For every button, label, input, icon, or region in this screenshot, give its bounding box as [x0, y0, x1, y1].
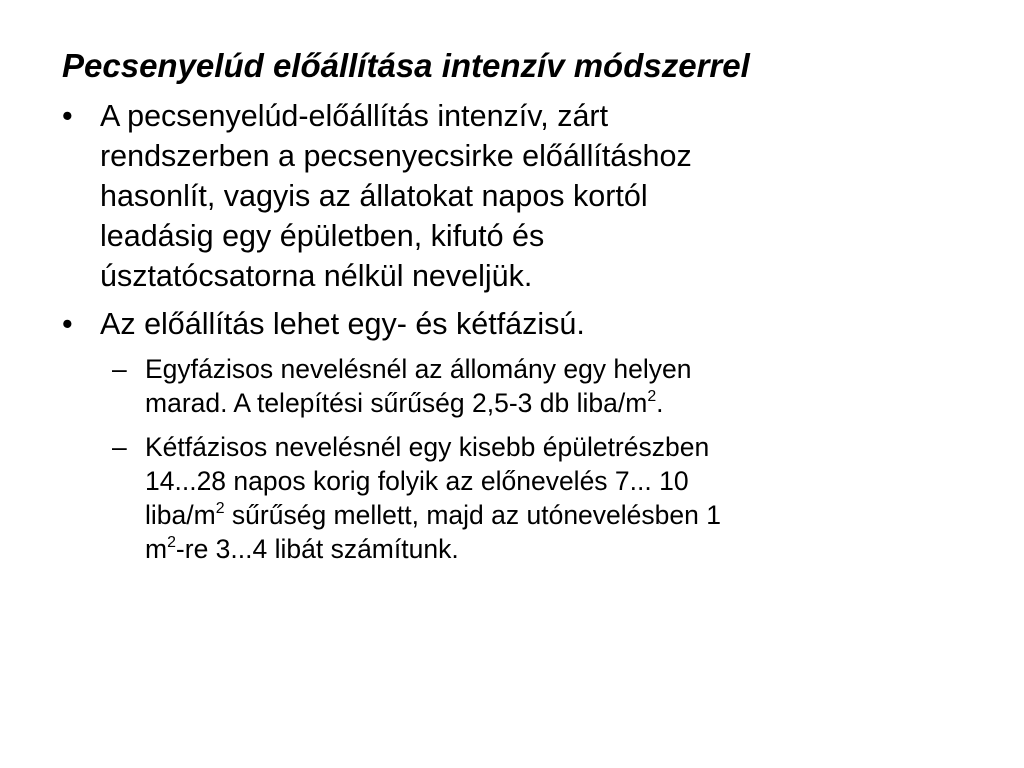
- sub-bullet-marker: –: [112, 432, 127, 462]
- bullet-line: A pecsenyelúd-előállítás intenzív, zárt: [100, 99, 609, 133]
- sub-bullet-line: [145, 386, 962, 420]
- sub-bullet-text: m: [145, 534, 168, 564]
- bullet-item: [62, 304, 962, 344]
- slide-content: [62, 96, 962, 576]
- slide-title: Pecsenyelúd előállítása intenzív módszerrel: [62, 47, 750, 84]
- bullet-marker: •: [62, 307, 73, 341]
- bullet-line: leadásig egy épületben, kifutó és: [100, 219, 545, 253]
- sub-bullet-text: marad. A telepítési sűrűség 2,5-3 db liba/m: [145, 388, 648, 418]
- superscript: 2: [167, 533, 176, 551]
- sub-bullet-line: 14...28 napos korig folyik az előnevelés 7... 10: [145, 466, 689, 496]
- sub-bullet-text: .: [656, 388, 664, 418]
- sub-bullet-text: -re 3...4 libát számítunk.: [175, 534, 459, 564]
- bullet-line: hasonlít, vagyis az állatokat napos kortól: [100, 179, 648, 213]
- sub-bullet-line: Kétfázisos nevelésnél egy kisebb épületrészben: [145, 432, 710, 462]
- sub-bullet-text: sűrűség mellett, majd az utónevelésben 1: [224, 500, 721, 530]
- sub-bullet-line: [145, 532, 962, 566]
- sub-bullet-item: [112, 430, 962, 566]
- sub-bullet-line: [145, 498, 962, 532]
- bullet-line: rendszerben a pecsenyecsirke előállításhoz: [100, 139, 692, 173]
- bullet-text: Az előállítás lehet egy- és kétfázisú.: [100, 307, 585, 341]
- bullet-item: [62, 96, 962, 296]
- sub-bullet-text: liba/m: [145, 500, 216, 530]
- bullet-line: úsztatócsatorna nélkül neveljük.: [100, 259, 533, 293]
- sub-bullet-item: [112, 352, 962, 420]
- bullet-marker: •: [62, 99, 73, 133]
- sub-bullet-marker: –: [112, 354, 127, 384]
- superscript: 2: [215, 499, 225, 517]
- sub-bullet-line: Egyfázisos nevelésnél az állomány egy helyen: [145, 354, 692, 384]
- superscript: 2: [647, 387, 657, 405]
